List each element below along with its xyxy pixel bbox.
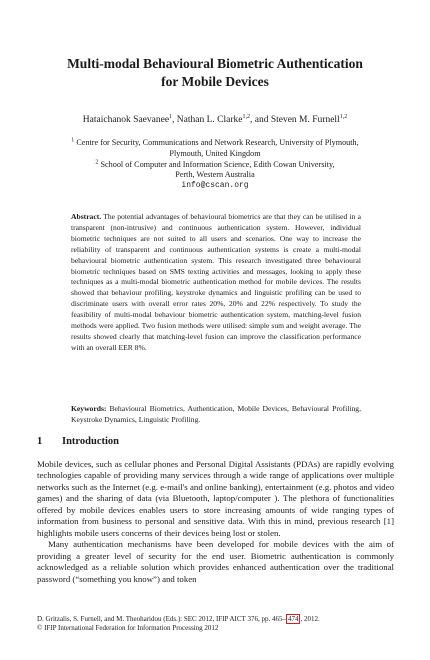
abstract (71, 212, 361, 354)
abstract-label: Abstract. (71, 212, 102, 221)
body-text (37, 459, 394, 585)
section-title: Introduction (62, 436, 119, 447)
affiliation-2-location: Perth, Western Australia (175, 170, 255, 180)
affiliation-mark: 2 (95, 158, 99, 165)
title-line-1: Multi-modal Behavioural Biometric Authentication (67, 56, 363, 71)
contact-email[interactable]: info@cscan.org (181, 181, 249, 191)
author-separator: , (172, 115, 177, 125)
author-affiliation-mark: 1,2 (242, 113, 250, 120)
author-name: Hataichanok Saevanee (82, 115, 170, 125)
affiliation-mark: 1 (71, 137, 75, 144)
keywords-label: Keywords: (71, 404, 107, 413)
affiliation-text: Centre for Security, Communications and Network Research, University of Plymouth, (76, 138, 359, 147)
page-footer (37, 615, 397, 633)
affiliation-text: School of Computer and Information Science, Edith Cowan University, (100, 159, 335, 169)
section-heading (37, 436, 119, 447)
author-name: Nathan L. Clarke (176, 115, 243, 125)
author-separator: , and (249, 115, 271, 125)
paper-title (40, 55, 390, 91)
keywords-text: Behavioural Biometrics, Authentication, Mobile Devices, Behavioural Profiling, Keystroke Dynamics, Linguistic Profiling. (71, 404, 361, 424)
citation-text: D. Gritzalis, S. Furnell, and M. Theoharidou (Eds.): SEC 2012, IFIP AICT 376, pp. 465– (37, 615, 286, 623)
copyright-line: © IFIP International Federation for Information Processing 2012 (37, 624, 219, 632)
citation-line (37, 615, 397, 624)
affiliation-1 (40, 138, 390, 149)
citation-suffix: , 2012. (300, 615, 320, 623)
author-list (20, 114, 410, 126)
author-name: Steven M. Furnell (270, 115, 340, 125)
body-paragraph: Many authentication mechanisms have been developed for mobile devices with the aim of providing a greater level of security for the end user. Biometric authentication is commonly acknowledged as a reliable solution which provides enhanced authentication over the traditional password (“something you know”) and token (37, 539, 394, 584)
title-line-2: for Mobile Devices (161, 74, 269, 89)
keywords (71, 404, 361, 426)
affiliation-1-location: Plymouth, United Kingdom (169, 148, 261, 158)
author-affiliation-mark: 1,2 (339, 113, 348, 120)
body-paragraph: Mobile devices, such as cellular phones and Personal Digital Assistants (PDAs) are rapidly evolving technologies capable of providing many services through a wide range of applications over multiple networks such as the Internet (e.g. e-mail's and online banking), entertainment (e.g. photos and video games) and the sharing of data (via Bluetooth, laptop/computer ). The plethora of functionalities offered by mobile devices enables users to store increasing amounts of wide ranging types of information from business to personal and sensitive data. With this in mind, previous research [1] highlights mobile users concerns of their devices being lost or stolen. (37, 459, 394, 538)
section-number: 1 (37, 436, 43, 447)
abstract-text: The potential advantages of behavioural biometrics are that they can be utilised in a transparent (non-intrusive) and continuous authentication system. However, individual biometric techniques are not suited to all users and scenarios. One way to increase the reliability of transparent and continuous authentication systems is create a multi-modal behavioural biometric authentication system. This research investigated three behavioural biometric techniques based on SMS texting activities and messages, looking to apply these techniques as a multi-modal biometric authentication method for mobile devices. The results showed that behaviour profiling, keystroke dynamics and linguistic profiling can be used to discriminate users with overall error rates 20%, 20% and 22% respectively. To study the feasibility of multi-modal behaviour biometric authentication system, matching-level fusion methods were applied. Two fusion methods were utilised: simple sum and weight average. The results showed clearly that matching-level fusion can improve the classification performance with an overall EER 8%. (71, 212, 361, 352)
author-affiliation-mark: 1 (169, 113, 173, 120)
affiliation-2 (40, 160, 390, 171)
affiliations (40, 138, 390, 192)
page-link[interactable]: 474 (287, 615, 299, 623)
